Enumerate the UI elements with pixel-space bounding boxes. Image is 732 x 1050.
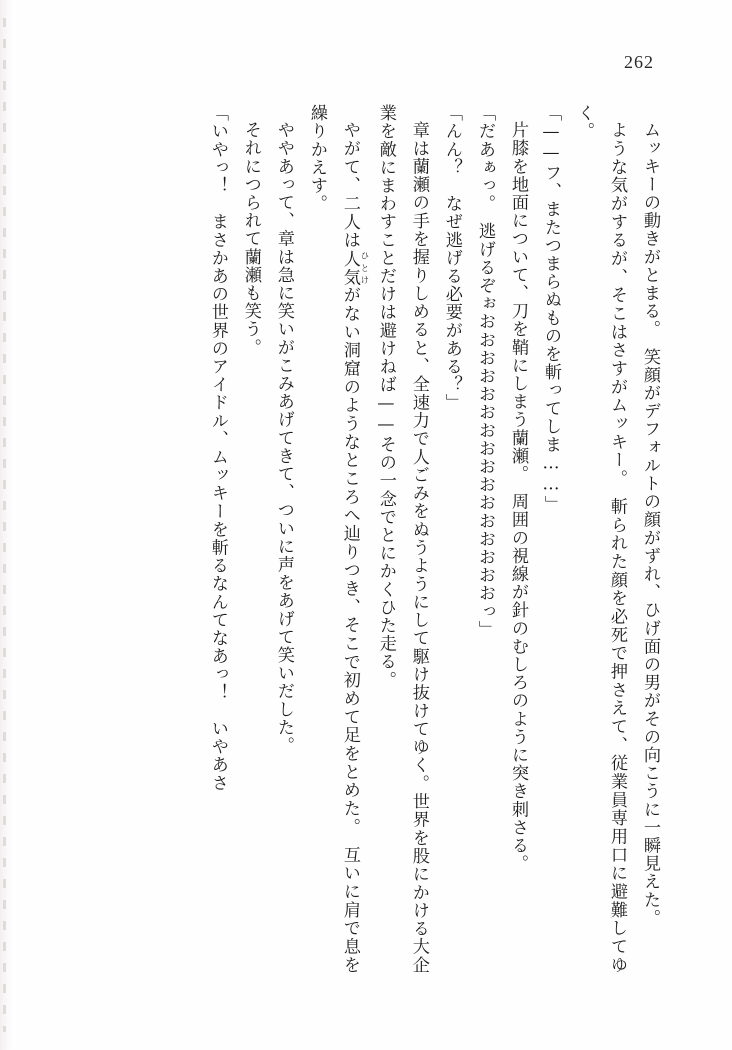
ruby-annotation [339,249,369,287]
paragraph: ややあって、章は急に笑いがこみあげてきて、ついに声をあげて笑いだした。 [273,121,294,755]
paragraph-ruby-pre: やがて、二人は [339,121,360,250]
paragraph: 「いやっ！ まさかあの世界のアイドル、ムッキーを斬るなんてなあっ！ いやあさ [207,104,228,792]
page-number: 262 [624,52,654,72]
paragraph-with-ruby [300,104,369,974]
paragraph: 「んん？ なぜ逃げる必要がある？」 [441,104,462,412]
paragraph: 片膝を地面について、刀を鞘にしまう蘭瀬。 周囲の視線が針のむしろのように突き刺さる。 [507,121,528,873]
ruby-base: 人気 [339,249,360,287]
body-text-vertical [66,104,666,974]
ruby-reading: ひとけ [358,249,369,286]
paragraph: 章は蘭瀬の手を握りしめると、全速力で人ごみをぬうようにして駆け抜けてゆく。世界を股にかける大企業を敵にまわすことだけは避けねば——その一念でとにかくひた走る。 [375,104,429,974]
paragraph: それにつられて蘭瀬も笑う。 [240,121,261,357]
paragraph: 「——フ、またつまらぬものを斬ってしま……」 [540,104,561,514]
paragraph: ムッキーの動きがとまる。 笑顔がデフォルトの顔がずれ、ひげ面の男がその向こうに一瞬見えた。 [640,121,660,928]
paragraph: ような気がするが、そこはさすがムッキー。 斬られた顔を必死で押さえて、従業員専用口に避難してゆく。 [573,104,627,974]
scan-edge-artifact [0,0,14,1050]
paragraph-ruby-post: がない洞窟のようなところへ辿りつき、そこで初めて足をとめた。 互いに肩で息を繰りかえす。 [306,104,360,975]
paragraph: 「だあぁっ。 逃げるぞぉおおおおおおおおおおおおおおおおっ」 [474,104,495,639]
